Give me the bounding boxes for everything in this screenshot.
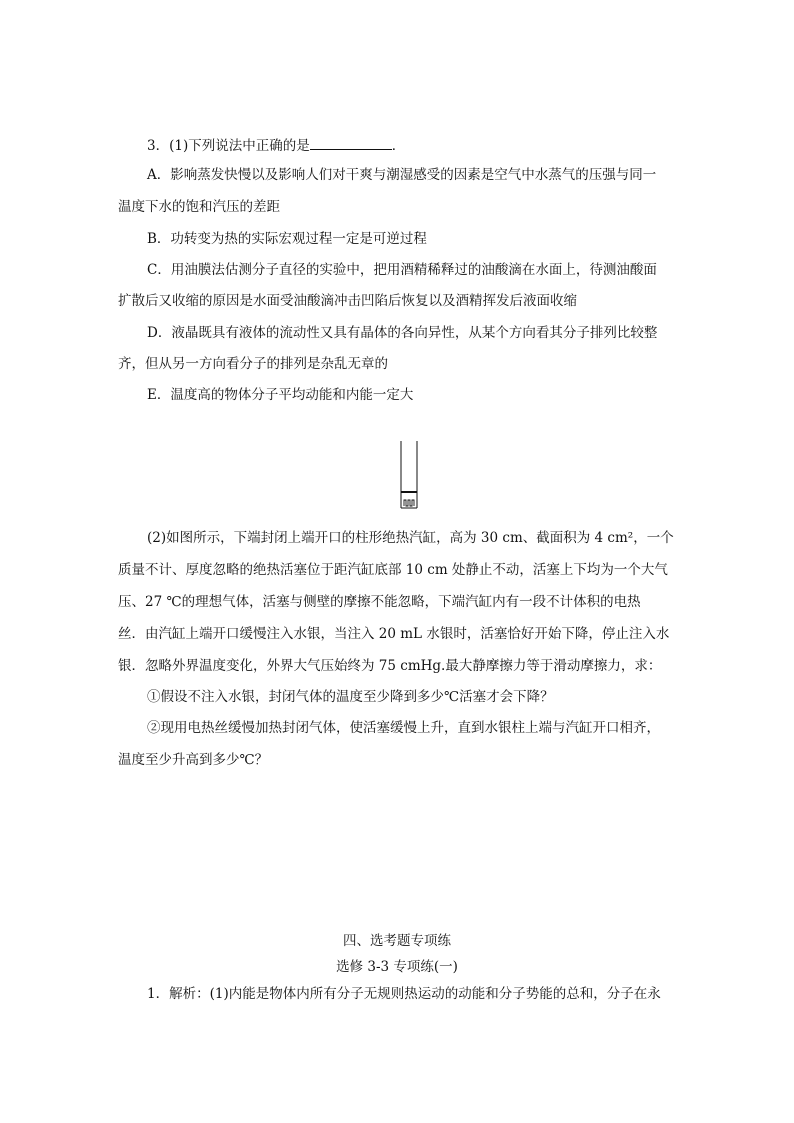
option-b: B．功转变为热的实际宏观过程一定是可逆过程	[147, 231, 427, 247]
option-a-line2: 温度下水的饱和汽压的差距	[118, 199, 280, 215]
q3-part2-line2: 质量不计、厚度忽略的绝热活塞位于距汽缸底部 10 cm 处静止不动，活塞上下均为一个大气	[118, 562, 668, 578]
q3-part2-line3: 压、27 ℃的理想气体，活塞与侧壁的摩擦不能忽略，下端汽缸内有一段不计体积的电热	[118, 594, 641, 610]
answer1-line1: 1．解析：(1)内能是物体内所有分子无规则热运动的动能和分子势能的总和，分子在永	[147, 986, 661, 1002]
option-c-line2: 扩散后又收缩的原因是水面受油酸滴冲击凹陷后恢复以及酒精挥发后液面收缩	[118, 293, 577, 309]
option-e: E．温度高的物体分子平均动能和内能一定大	[147, 387, 414, 403]
q3-part1-prefix: 3．(1)下列说法中正确的是	[147, 138, 310, 154]
q3-part2-line1: (2)如图所示，下端封闭上端开口的柱形绝热汽缸，高为 30 cm、截面积为 4 cm²，一个	[147, 530, 674, 546]
option-a-line1: A．影响蒸发快慢以及影响人们对干爽与潮湿感受的因素是空气中水蒸气的压强与同一	[147, 167, 657, 183]
option-c-line1: C．用油膜法估测分子直径的实验中，把用酒精稀释过的油酸滴在水面上，待测油酸面	[147, 262, 657, 278]
q3-sub2-line2: 温度至少升高到多少℃？	[118, 752, 269, 768]
q3-part1-suffix: ．	[391, 138, 406, 154]
q3-sub2-line1: ②现用电热丝缓慢加热封闭气体，使活塞缓慢上升，直到水银柱上端与汽缸开口相齐，	[147, 720, 660, 736]
q3-sub1: ①假设不注入水银，封闭气体的温度至少降到多少℃活塞才会下降？	[147, 689, 554, 705]
q3-part1-stem	[147, 137, 405, 154]
answer-blank	[310, 137, 392, 150]
option-d-line1: D．液晶既具有液体的流动性又具有晶体的各向异性，从某个方向看其分子排列比较整	[147, 325, 658, 341]
section-title: 四、选考题专项练	[343, 933, 451, 949]
q3-part2-line4: 丝．由汽缸上端开口缓慢注入水银，当注入 20 mL 水银时，活塞恰好开始下降，停止注入水	[118, 626, 670, 642]
option-d-line2: 齐，但从另一方向看分子的排列是杂乱无章的	[118, 356, 388, 372]
q3-part2-line5: 银．忽略外界温度变化，外界大气压始终为 75 cmHg.最大静摩擦力等于滑动摩擦力，求：	[118, 658, 662, 674]
section-subtitle: 选修 3-3 专项练(一)	[336, 959, 458, 975]
heating-wire	[404, 500, 414, 506]
cylinder-diagram	[396, 440, 422, 512]
